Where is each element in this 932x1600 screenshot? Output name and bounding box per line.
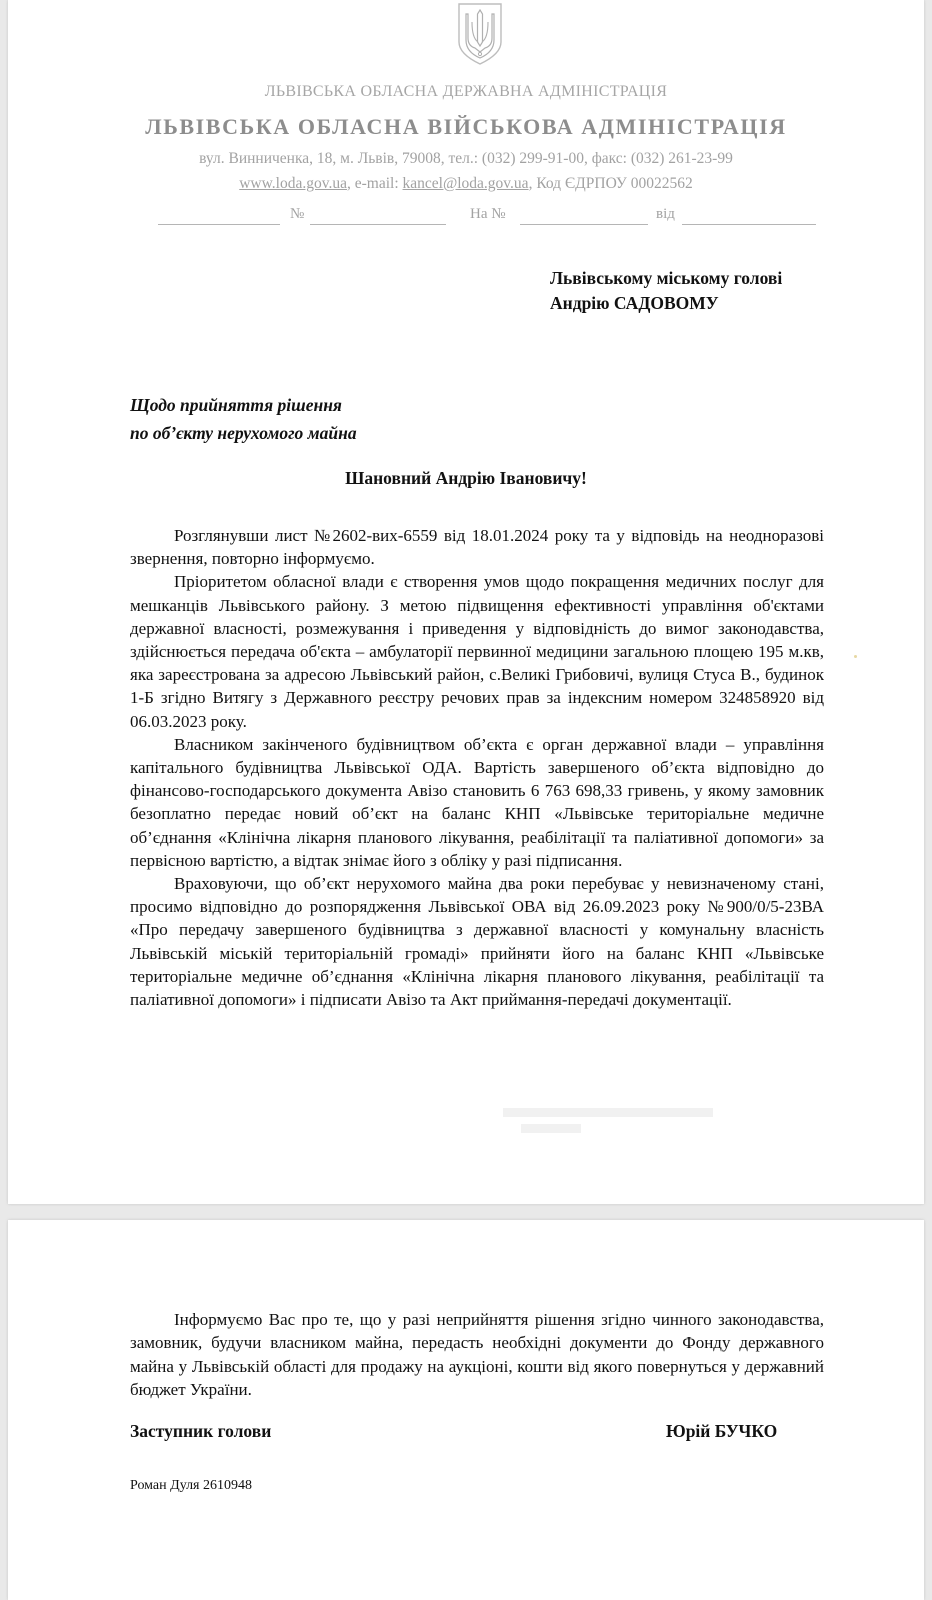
email-label: , e-mail: [347, 175, 403, 192]
reference-line [158, 206, 838, 228]
addressee [550, 266, 782, 316]
body-paragraph-4: Враховуючи, що об’єкт нерухомого майна два роки перебуває у невизначеному стані, просимо відповідно до розпорядження Львівської ОВА від 26.09.2023 року №900/0/5-23ВА «Про передачу завершеного будівництва з державної власності у комунальну власність Львівській міській територіальній громаді» прийняти його на баланс КНП «Львівське територіальне медичне об’єднання «Клінічна лікарня планового лікування, реабілітації та паліативної допомоги» і підписати Авізо та Акт приймання-передачі документації. [130, 874, 824, 1010]
ref-reply-date-blank [682, 223, 816, 225]
military-administration-name: ЛЬВІВСЬКА ОБЛАСНА ВІЙСЬКОВА АДМІНІСТРАЦІЯ [145, 114, 787, 139]
ref-number-label: № [290, 206, 305, 222]
ref-date-blank [158, 223, 280, 225]
body-paragraph-3: Власником закінченого будівництвом об’єкта є орган державної влади – управління капітального будівництва Львівської ОДА. Вартість завершеного об’єкта відповідно до фінансово-господарського документа Авізо становить 6 763 698,33 гривень, у якому замовник безоплатно передає новий об’єкт на баланс КНП «Львівське територіальне медичне об’єднання «Клінічна лікарня планового лікування, реабілітації та паліативної допомоги» за первісною вартістю, а відтак знімає його з обліку у разі підписання. [130, 734, 824, 870]
letter-page-2 [8, 1220, 924, 1600]
ref-number-blank [310, 223, 446, 225]
ref-reply-blank [520, 223, 648, 225]
letter-page-1 [8, 0, 924, 1204]
letter-subject [130, 391, 357, 447]
page2-body [130, 1308, 824, 1402]
state-administration-name: ЛЬВІВСЬКА ОБЛАСНА ДЕРЖАВНА АДМІНІСТРАЦІЯ [264, 83, 668, 100]
header-contacts [8, 175, 924, 193]
signatory-name: Юрій БУЧКО [666, 1421, 778, 1441]
letter-body [130, 524, 824, 1011]
tryzub-emblem-icon [455, 2, 505, 66]
subject-line-1: Щодо прийняття рішення [130, 395, 342, 415]
ref-date-label: від [656, 206, 675, 222]
faint-digital-stamp [503, 1108, 713, 1133]
ref-reply-label: На № [470, 206, 506, 222]
signatory-role: Заступник голови [130, 1421, 272, 1441]
executor-line: Роман Дуля 2610948 [130, 1478, 253, 1493]
email-link[interactable]: kancel@loda.gov.ua [402, 175, 529, 192]
website-link[interactable]: www.loda.gov.ua [239, 175, 347, 192]
subject-line-2: по об’єкту нерухомого майна [130, 423, 357, 443]
body-paragraph-2: Пріоритетом обласної влади є створення умов щодо покращення медичних послуг для мешканців Львівського району. З метою підвищення ефективності управління об'єктами державної власності, розмежування і приведення у відповідність до вимог законодавства, здійснюється передача об'єкта – амбулаторії первинної медицини загальною площею 195 м.кв, яка зареєстрована за адресою Львівський район, с.Великі Грибовичі, вулиця Стуса В., будинок 1-Б згідно Витягу з Державного реєстру речових прав за індексним номером 324858920 від 06.03.2023 року. [130, 572, 824, 731]
salutation: Шановний Андрію Івановичу! [345, 468, 587, 488]
addressee-title: Львівському міському голові [550, 268, 783, 288]
body-paragraph-1: Розглянувши лист №2602-вих-6559 від 18.01.2024 року та у відповідь на неодноразові звернення, повторно інформуємо. [130, 526, 824, 569]
header-address: вул. Винниченка, 18, м. Львів, 79008, тел.: (032) 299-91-00, факс: (032) 261-23-99 [199, 150, 733, 167]
edrpou-code: , Код ЄДРПОУ 00022562 [528, 175, 693, 192]
scan-speck [854, 655, 857, 658]
page2-paragraph: Інформуємо Вас про те, що у разі неприйняття рішення згідно чинного законодавства, замовник, будучи власником майна, передасть необхідні документи до Фонду державного майна у Львівській області для продажу на аукціоні, кошти від якого повернуться у державний бюджет України. [130, 1310, 824, 1400]
addressee-name: Андрію САДОВОМУ [550, 293, 719, 313]
